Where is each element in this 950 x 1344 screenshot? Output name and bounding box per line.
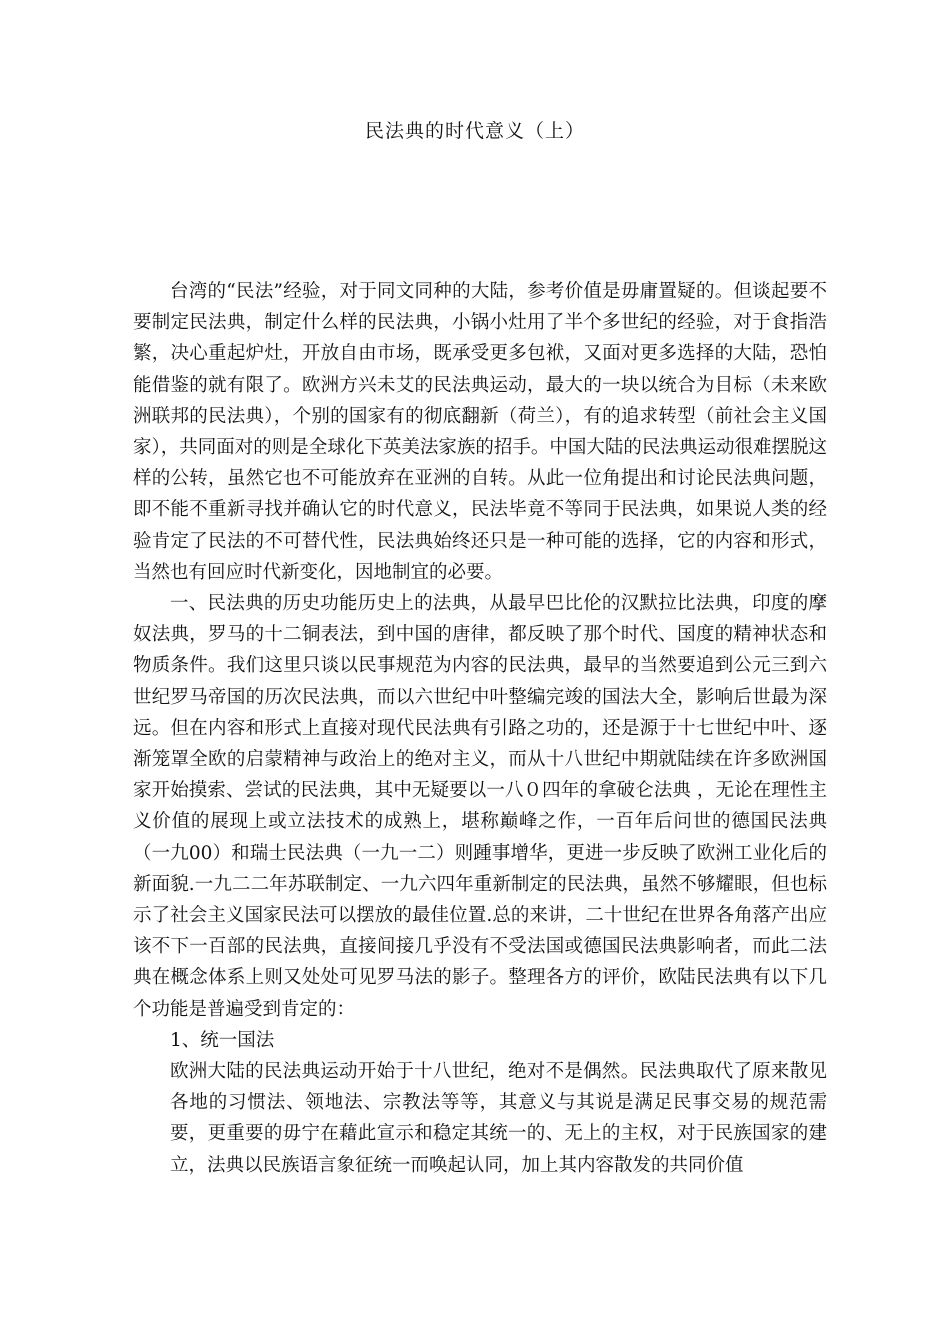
document-title: 民法典的时代意义（上） bbox=[364, 120, 585, 142]
section-heading: 1、统一国法 bbox=[170, 1029, 275, 1051]
paragraph-intro: 台湾的“民法”经验，对于同文同种的大陆，参考价值是毋庸置疑的。但谈起要不要制定民法典，制定什么样的民法典，小锅小灶用了半个多世纪的经验，对于食指浩繁，决心重起炉灶，开放自由市场，既承受更多包袱，又面对更多选择的大陆，恐怕能借鉴的就有限了。欧洲方兴未艾的民法典运动，最大的一块以统合为目标（未来欧洲联邦的民法典），个别的国家有的彻底翻新（荷兰），有的追求转型（前社会主义国家），共同面对的则是全球化下英美法家族的招手。中国大陆的民法典运动很难摆脱这样的公转，虽然它也不可能放弃在亚洲的自转。从此一位角提出和讨论民法典问题，即不能不重新寻找并确认它的时代意义，民法毕竟不等同于民法典，如果说人类的经验肯定了民法的不可替代性，民法典始终还只是一种可能的选择，它的内容和形式，当然也有回应时代新变化，因地制宜的必要。 bbox=[133, 281, 827, 583]
section-paragraph: 欧洲大陆的民法典运动开始于十八世纪，绝对不是偶然。民法典取代了原来散见各地的习惯法、领地法、宗教法等等，其意义与其说是满足民事交易的规范需要，更重要的毋宁在藉此宣示和稳定其统一的、无上的主权，对于民族国家的建立，法典以民族语言象征统一而唤起认同，加上其内容散发的共同价值 bbox=[170, 1061, 827, 1176]
document-body bbox=[133, 276, 827, 1181]
paragraph-history: 一、民法典的历史功能历史上的法典，从最早巴比伦的汉默拉比法典，印度的摩奴法典，罗马的十二铜表法，到中国的唐律，都反映了那个时代、国度的精神状态和物质条件。我们这里只谈以民事规范为内容的民法典，最早的当然要追到公元三到六世纪罗马帝国的历次民法典，而以六世纪中叶整编完竣的国法大全，影响后世最为深远。但在内容和形式上直接对现代民法典有引路之功的，还是源于十七世纪中叶、逐渐笼罩全欧的启蒙精神与政治上的绝对主义，而从十八世纪中期就陆续在许多欧洲国家开始摸索、尝试的民法典，其中无疑要以一八０四年的拿破仑法典 ，无论在理性主义价值的展现上或立法技术的成熟上，堪称巅峰之作，一百年后问世的德国民法典（一九00）和瑞士民法典（一九一二）则踵事增华，更进一步反映了欧洲工业化后的新面貌.一九二二年苏联制定、一九六四年重新制定的民法典，虽然不够耀眼，但也标示了社会主义国家民法可以摆放的最佳位置.总的来讲，二十世纪在世界各角落产出应该不下一百部的民法典，直接间接几乎没有不受法国或德国民法典影响者，而此二法典在概念体系上则又处处可见罗马法的影子。整理各方的评价，欧陆民法典有以下几个功能是普遍受到肯定的： bbox=[133, 593, 827, 1020]
